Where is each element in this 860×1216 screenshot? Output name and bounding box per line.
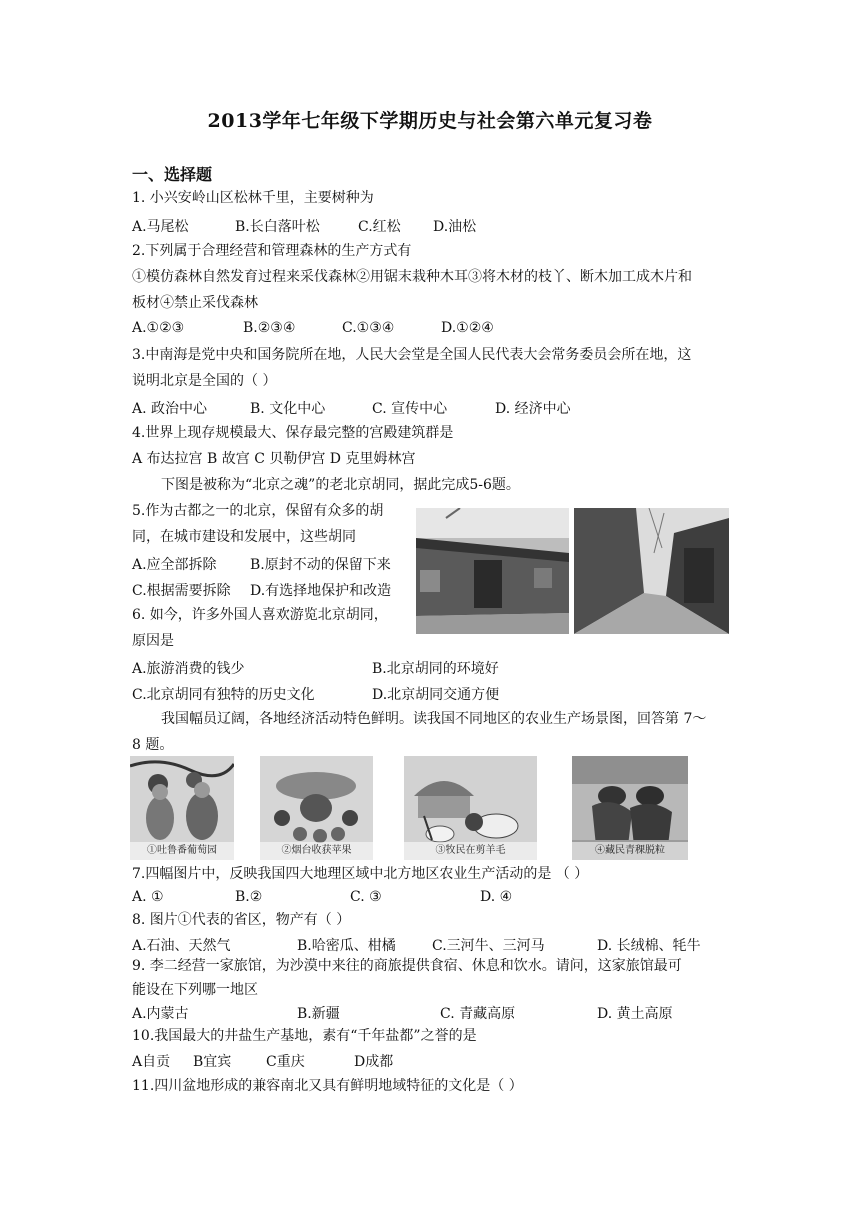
q1-option-a: A.马尾松 bbox=[132, 219, 189, 235]
q9-option-a: A.内蒙古 bbox=[132, 1006, 189, 1022]
hutong-photo-2 bbox=[574, 508, 729, 634]
q2-option-b: B.②③④ bbox=[243, 320, 296, 336]
q7-option-a: A. ① bbox=[132, 889, 164, 905]
q9-stem-line2: 能设在下列哪一地区 bbox=[132, 982, 258, 998]
q2-statements-line2: 板材④禁止采伐森林 bbox=[132, 295, 258, 311]
q9-option-c: C. 青藏高原 bbox=[440, 1006, 516, 1022]
picture-2-apples bbox=[260, 756, 373, 860]
q8-option-d: D. 长绒棉、牦牛 bbox=[597, 938, 701, 954]
q3-option-b: B. 文化中心 bbox=[250, 401, 326, 417]
q5-stem-line1: 5.作为古都之一的北京，保留有众多的胡 bbox=[132, 503, 384, 519]
q6-option-d: D.北京胡同交通方便 bbox=[372, 687, 500, 703]
picture-3-caption: ③牧民在剪羊毛 bbox=[404, 842, 537, 860]
picture-3-sheep-shearing bbox=[404, 756, 537, 860]
hutong-photo-1-image bbox=[416, 508, 569, 634]
q4-options: A 布达拉宫 B 故宫 C 贝勒伊宫 D 克里姆林宫 bbox=[132, 451, 416, 467]
q6-option-b: B.北京胡同的环境好 bbox=[372, 661, 499, 677]
q11-stem: 11.四川盆地形成的兼容南北又具有鲜明地域特征的文化是（ ） bbox=[132, 1078, 523, 1094]
q7-8-intro-line2: 8 题。 bbox=[132, 737, 174, 753]
q3-stem-line1: 3.中南海是党中央和国务院所在地，人民大会堂是全国人民代表大会常务委员会所在地，这 bbox=[132, 347, 692, 363]
q2-stem: 2.下列属于合理经营和管理森林的生产方式有 bbox=[132, 243, 412, 259]
page-title: 2013学年七年级下学期历史与社会第六单元复习卷 bbox=[207, 110, 653, 132]
q7-option-c: C. ③ bbox=[350, 889, 382, 905]
q7-option-d: D. ④ bbox=[480, 889, 513, 905]
q10-option-a: A自贡 bbox=[132, 1054, 171, 1070]
q2-option-a: A.①②③ bbox=[132, 320, 185, 336]
q10-option-b: B宜宾 bbox=[193, 1054, 232, 1070]
picture-4-caption: ④藏民青稞脱粒 bbox=[572, 842, 688, 860]
q3-option-c: C. 宣传中心 bbox=[372, 401, 448, 417]
q8-stem: 8. 图片①代表的省区，物产有（ ） bbox=[132, 912, 351, 928]
q8-option-c: C.三河牛、三河马 bbox=[432, 938, 545, 954]
hutong-photo-2-image bbox=[574, 508, 729, 634]
picture-1-grapes bbox=[130, 756, 234, 860]
q4-stem: 4.世界上现存规模最大、保存最完整的宫殿建筑群是 bbox=[132, 425, 454, 441]
q8-option-b: B.哈密瓜、柑橘 bbox=[297, 938, 396, 954]
section-heading: 一、选择题 bbox=[132, 165, 213, 184]
q5-option-c: C.根据需要拆除 bbox=[132, 583, 231, 599]
q8-option-a: A.石油、天然气 bbox=[132, 938, 231, 954]
q6-option-a: A.旅游消费的钱少 bbox=[132, 661, 245, 677]
q2-option-c: C.①③④ bbox=[342, 320, 395, 336]
picture-4-highland-barley bbox=[572, 756, 688, 860]
q10-option-c: C重庆 bbox=[266, 1054, 305, 1070]
q1-option-d: D.油松 bbox=[433, 219, 477, 235]
q5-stem-line2: 同，在城市建设和发展中，这些胡同 bbox=[132, 529, 356, 545]
q1-option-b: B.长白落叶松 bbox=[235, 219, 320, 235]
q5-6-intro: 下图是被称为“北京之魂”的老北京胡同，据此完成5-6题。 bbox=[161, 477, 520, 493]
q7-option-b: B.② bbox=[235, 889, 263, 905]
q3-option-a: A. 政治中心 bbox=[132, 401, 208, 417]
picture-2-caption: ②烟台收获苹果 bbox=[260, 842, 373, 860]
hutong-photo-1 bbox=[416, 508, 569, 634]
q5-option-d: D.有选择地保护和改造 bbox=[250, 583, 392, 599]
q6-option-c: C.北京胡同有独特的历史文化 bbox=[132, 687, 315, 703]
q10-stem: 10.我国最大的井盐生产基地，素有“千年盐都”之誉的是 bbox=[132, 1028, 477, 1044]
q7-stem: 7.四幅图片中，反映我国四大地理区域中北方地区农业生产活动的是 （ ） bbox=[132, 866, 589, 882]
q2-statements-line1: ①模仿森林自然发育过程来采伐森林②用锯末栽种木耳③将木材的枝丫、断木加工成木片和 bbox=[132, 269, 692, 285]
q2-option-d: D.①②④ bbox=[441, 320, 494, 336]
picture-1-caption: ①吐鲁番葡萄园 bbox=[130, 842, 234, 860]
q7-8-intro-line1: 我国幅员辽阔，各地经济活动特色鲜明。读我国不同地区的农业生产场景图，回答第 7～ bbox=[161, 711, 707, 727]
q6-stem-line2: 原因是 bbox=[132, 633, 174, 649]
q6-stem-line1: 6. 如今，许多外国人喜欢游览北京胡同， bbox=[132, 607, 388, 623]
q3-option-d: D. 经济中心 bbox=[495, 401, 571, 417]
q5-option-b: B.原封不动的保留下来 bbox=[250, 557, 391, 573]
q9-option-b: B.新疆 bbox=[297, 1006, 340, 1022]
q3-stem-line2: 说明北京是全国的（ ） bbox=[132, 373, 277, 389]
q9-option-d: D. 黄土高原 bbox=[597, 1006, 673, 1022]
q1-option-c: C.红松 bbox=[358, 219, 401, 235]
q5-option-a: A.应全部拆除 bbox=[132, 557, 217, 573]
q10-option-d: D成都 bbox=[354, 1054, 394, 1070]
q9-stem-line1: 9. 李二经营一家旅馆，为沙漠中来往的商旅提供食宿、休息和饮水。请问，这家旅馆最可 bbox=[132, 958, 682, 974]
q1-stem: 1. 小兴安岭山区松林千里，主要树种为 bbox=[132, 190, 374, 206]
